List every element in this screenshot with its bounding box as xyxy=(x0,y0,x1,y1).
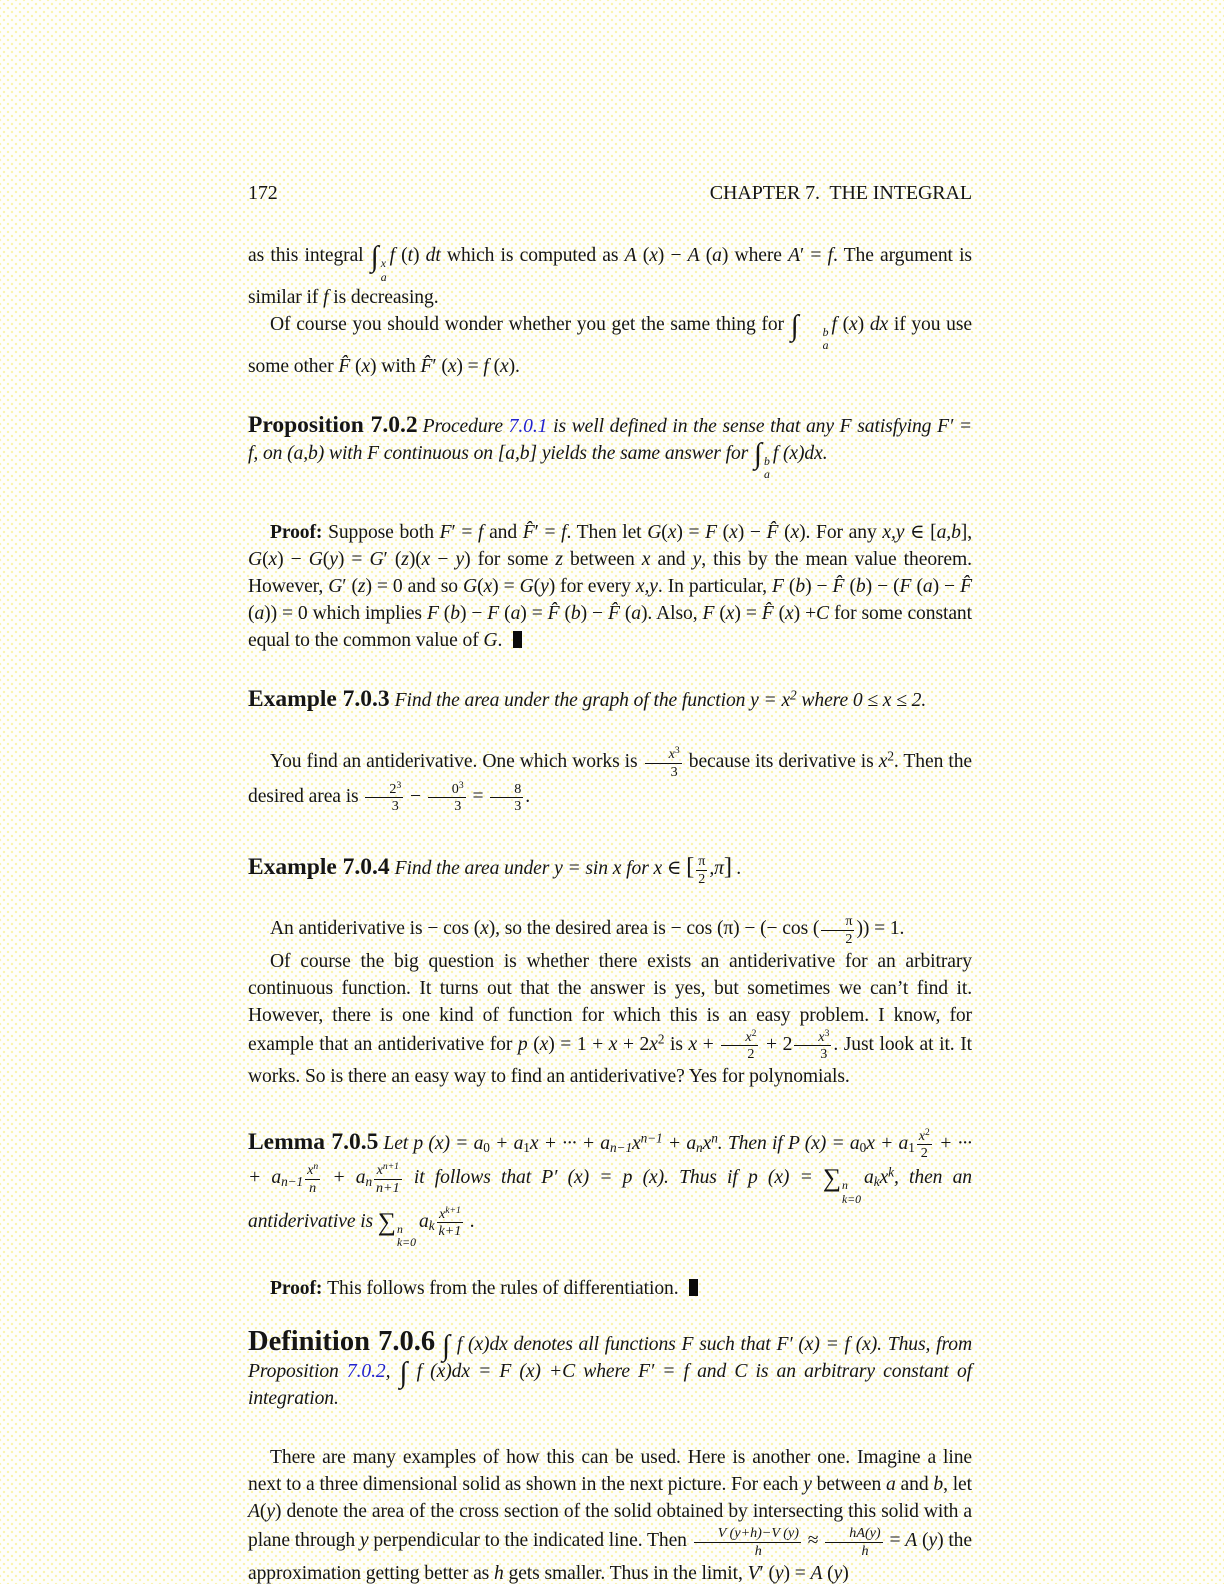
paragraph: Of course the big question is whether there exists an antiderivative for an arbitrary continuous function. It turns out that the answer is yes, but sometimes we can’t find it. However, there is one kind of function for which this is an easy problem. I know, for example that an antiderivative for p $(x) = 1 + x + 2x^2$ is x + $\frac{x^2}{2}$ + 2 $\frac{x^3}{3}$ . Just look at it. It works. So is there an easy way to find an antiderivative? Yes for polynomials. xyxy=(248,950,972,1087)
fraction: $\frac{V (y+h)-V (y)}{h}$ xyxy=(694,1525,801,1559)
fraction: $\frac{\pi}{2}$ xyxy=(821,913,854,947)
fraction: $\frac{x^{k+1}}{k+1}$ xyxy=(438,1204,462,1240)
paragraph: An antiderivative is − cos (x), so the desired area is − cos (π) − (− cos ( $\frac{\pi}{2}$ )) = 1. xyxy=(270,913,905,947)
fraction: $\frac{x^n}{n}$ xyxy=(307,1161,319,1196)
proof-of-proposition: Proof: Suppose both F′ = f and F̂′ = f. Then let G(x) = F (x) − F̂ (x). For any x,y ∈ [a,b], G(x) − G(y) = G′ (z)(x − y) for some z between x and y, this by the mean value theorem. However, G′ (z) = 0 and so G(x) = G(y) for every x,y. In particular, F (b) − F̂ (b) − (F (a) − F̂ (a)) = 0 which implies F (b) − F (a) = F̂ (b) − F̂ (a). Also, F (x) = F̂ (x) +C for some constant equal to the common value of G. xyxy=(248,522,973,652)
fraction: $\frac{\pi}{2}$ xyxy=(698,852,706,887)
qed-box xyxy=(689,1279,698,1296)
example-7-0-3: Example 7.0.3 Find the area under the graph of the function $y = x^2$ where 0 ≤ x ≤ 2. xyxy=(248,686,927,713)
fraction: $\frac{x^3}{3}$ xyxy=(794,1029,831,1063)
fraction: $\frac{x^2}{2}$ xyxy=(918,1127,930,1162)
limits: n k=0 xyxy=(842,1179,862,1206)
page-header xyxy=(248,180,972,206)
limits: b a xyxy=(763,455,770,482)
paragraph-continuation: as this integral ∫ x a f (t) dt which is computed as A (x) − A (a) where A′ = f. The argument is similar if f is decreasing. xyxy=(248,240,972,308)
lemma-7-0-5: Lemma 7.0.5 Let p (x) = a0 + a1x + ··· + $an-1x^{n-1} + anx^n$. Then if P (x) = a0x + a1 $\frac{x^2}{2}$ + ··· + an−1 $\frac{x^n}{n}$ + an $\frac{x^{n+1}}{n+1}$ it follows that P′ (x) = p (x). Thus if p (x) = ∑ n k=0 akx$^k$, then an antiderivative is ∑ n k=0 ak $\frac{x^{k+1}}{k+1}$ . xyxy=(248,1127,972,1250)
fraction: $\frac{0^3}{3}$ xyxy=(428,781,466,815)
page-body xyxy=(248,242,972,1584)
limits: b a xyxy=(822,326,829,353)
paragraph: Of course you should wonder whether you get the same thing for ∫ b a f (x) dx if you use some other F̂ (x) with F̂′ (x) = f (x). xyxy=(248,309,973,377)
fraction: $\frac{x^3}{3}$ xyxy=(645,746,682,780)
example-7-0-4: Example 7.0.4 Find the area under y = sin x for x ∈ [ $\frac{\pi}{2}$ ,π] . xyxy=(248,852,742,887)
proposition-7-0-2: Proposition 7.0.2 Procedure 7.0.1 is well defined in the sense that any F satisfying F′ = f, on (a,b) with F continuous on [a,b] yields the same answer for ∫ b a f (x)dx. xyxy=(248,411,973,482)
chapter-title: CHAPTER 7. THE INTEGRAL xyxy=(709,182,972,204)
qed-box xyxy=(513,631,522,648)
definition-7-0-6: Definition 7.0.6 ∫ f (x)dx denotes all functions F such that F′ (x) = f (x). Thus, from Proposition 7.0.2, ∫ f (x)dx = F (x) +C where F′ = f and C is an arbitrary constant of integration. xyxy=(248,1326,973,1410)
limits: n k=0 xyxy=(396,1223,416,1250)
ref-link[interactable]: 7.0.2 xyxy=(346,1361,386,1383)
fraction: $\frac{x^{n+1}}{n+1}$ xyxy=(376,1161,400,1196)
fraction: $\frac{hA(y)}{h}$ xyxy=(825,1525,882,1559)
proof-of-lemma: Proof: This follows from the rules of differentiation. xyxy=(248,1275,972,1302)
paragraph: There are many examples of how this can be used. Here is another one. Imagine a line next to a three dimensional solid as shown in the next picture. For each y between a and b, let A(y) denote the area of the cross section of the solid obtained by intersecting this solid with a plane through y perpendicular to the indicated line. Then $\frac{V (y+h)-V (y)}{h}$ ≈ $\frac{hA(y)}{h}$ = A (y) the approximation getting better as h gets smaller. Thus in the limit, V′ (y) = A (y) xyxy=(248,1447,973,1584)
page-number: 172 xyxy=(248,182,278,204)
fraction: $\frac{2^3}{3}$ xyxy=(365,781,403,815)
ref-link[interactable]: 7.0.1 xyxy=(508,415,548,437)
paragraph: You find an antiderivative. One which works is $\frac{x^3}{3}$ because its derivative is $x^2$. Then the desired area is $\frac{2^3}{3}$ − $\frac{0^3}{3}$ = $\frac{8}{3}$ . xyxy=(248,745,973,815)
limits: x a xyxy=(380,257,387,284)
fraction: $\frac{8}{3}$ xyxy=(490,781,523,815)
fraction: $\frac{x^2}{2}$ xyxy=(721,1029,758,1063)
